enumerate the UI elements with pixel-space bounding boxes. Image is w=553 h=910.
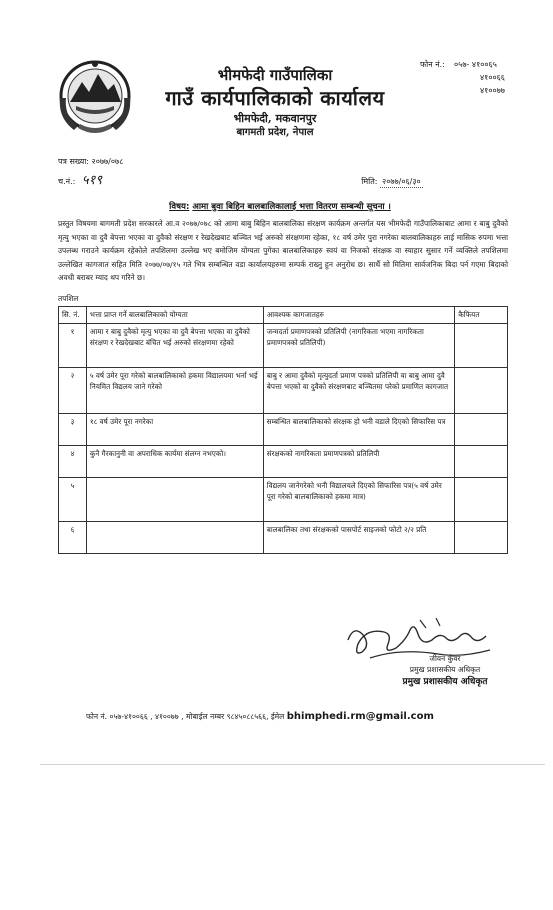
table-row <box>59 367 508 413</box>
dispatch-label: च.नं.: <box>58 177 76 186</box>
row-serial: २ <box>59 367 87 413</box>
signatory-stamp: प्रमुख प्रशासकीय अधिकृत <box>402 677 488 687</box>
row-remarks <box>455 477 508 521</box>
row-documents: विद्यलय जानेगरेको भनी विद्यालयले दिएको सिफारिस पत्र(५ वर्ष उमेर पूरा गरेको बालबालिकाको हकमा मात्र) <box>263 477 455 521</box>
row-serial: ३ <box>59 413 87 445</box>
row-documents: बाबु र आमा दुवैको मृत्युदर्ता प्रमाण पत्रको प्रतिलिपी वा बाबु आमा दुवै बेपत्ता भएको वा दुवैको संरक्षणबाट बञ्चितमा परेको प्रमाणित कागजात <box>263 367 455 413</box>
signature-block <box>380 653 510 689</box>
nepal-emblem-icon <box>56 58 134 138</box>
subject-label: विषय: <box>169 202 190 212</box>
row-documents: जन्मदर्ता प्रमाणपत्रको प्रतिलिपी (नागरिकता भएमा नागरिकता प्रमाणपत्रको प्रतिलिपी) <box>263 323 455 367</box>
row-remarks <box>455 445 508 477</box>
table-row <box>59 323 508 367</box>
signatory-name: जीवन कुँवर <box>429 654 461 663</box>
phone-number-2: ४१००६६ <box>480 73 505 82</box>
row-eligibility <box>86 477 263 521</box>
dispatch-number: ५१९ <box>81 173 103 188</box>
row-remarks <box>455 413 508 445</box>
subject-text: आमा बुवा बिहिन बालबालिकालाई भत्ता वितरण सम्बन्धी सूचना । <box>192 202 391 212</box>
row-remarks <box>455 521 508 553</box>
notice-body: प्रस्तुत विषयमा बागमती प्रदेश सरकारले आ.व २०७७/०७८ को आमा बाबु बिहिन बालबालिका संरक्षण कार्यक्रम अन्तर्गत यस भीमफेदी गाउँपालिकाबाट आमा र बाबु दुवैको मृत्यु भएका वा दुवै बेपत्ता भएका वा दुवैको संरक्षण र रेखदेखबाट बञ्चित भई अरुको संरक्षणमा रहेका, १८ वर्ष उमेर पुरा नगरेका बालबालिकाहरु लाई मासिक रुपमा भत्ता उपलब्ध गराउने कार्यक्रम रहेकोले तपशिलमा उल्लेख भए बमोजिम योग्यता पुगेका बालबालिकाहरु स्वयं वा निजको संरक्षक वा स्याहार सुसार गर्ने व्यक्तिले तपशिलमा उल्लेखित कागजात सहित मिति २०७७/०७/१५ गते भित्र सम्बन्धित वडा कार्यालयहरुमा सम्पर्क राख्नु हुन अनुरोध छ। सार्थै सो मितिमा सार्वजनिक बिदा पर्न गएमा बिदाको अवधी बराबर म्याद थप गरिने छ। <box>58 219 508 283</box>
row-eligibility: ५ वर्ष उमेर पूरा गरेको बालबालिकाको हकमा विद्यालयमा भर्ना भई नियमित विद्यलय जाने गरेको <box>86 367 263 413</box>
row-remarks <box>455 323 508 367</box>
dispatch-reference <box>58 170 102 188</box>
row-eligibility: १८ वर्ष उमेर पूरा नगरेका <box>86 413 263 445</box>
office-address: भीमफेदी, मकवानपुर <box>233 112 317 125</box>
signatory-title: प्रमुख प्रशासकीय अधिकृत <box>409 665 481 674</box>
row-documents: बालबालिका तथा संरक्षकको पासपोर्ट साइजको फोटो २/२ प्रति <box>263 521 455 553</box>
footer-divider <box>40 764 545 765</box>
header-remarks: कैफियत <box>455 307 508 324</box>
row-serial: १ <box>59 323 87 367</box>
row-eligibility: कुनै गैरकानुनी वा अपराधिक कार्यमा संलग्न नभएको। <box>86 445 263 477</box>
table-row <box>59 445 508 477</box>
schedule-label: तपशिल <box>58 294 79 303</box>
office-province: बागमती प्रदेश, नेपाल <box>236 127 314 138</box>
phone-label: फोन नं.: <box>420 60 445 69</box>
row-serial: ५ <box>59 477 87 521</box>
office-heading <box>150 66 400 140</box>
office-subtitle: गाउँ कार्यपालिकाको कार्यालय <box>165 86 385 110</box>
footer-contact-text: फोन नं. ०५७-४१००६६ , ४१००७७ , मोबाईल नम्बर ९८४५०८८५६६, ईमेल <box>86 712 285 721</box>
office-name: भीमफेदी गाउँपालिका <box>217 66 333 84</box>
fiscal-reference: पत्र सख्या: २०७७/०७८ <box>58 157 124 166</box>
date-value: २०७७/०६/३० <box>382 177 421 186</box>
row-serial: ६ <box>59 521 87 553</box>
row-serial: ४ <box>59 445 87 477</box>
header-serial: सि. नं. <box>59 307 87 324</box>
phone-number-1: ०५७- ४१००६५ <box>454 60 497 69</box>
row-documents: सम्बन्धित बालबालिकाको संरक्षक हो भनी वडाले दिएको सिफारिस पत्र <box>263 413 455 445</box>
table-row <box>59 413 508 445</box>
header-documents: आवश्यक कागजातहरु <box>263 307 455 324</box>
table-row <box>59 521 508 553</box>
row-eligibility: आमा र बाबु दुवैको मृत्यु भएका वा दुवै बेपत्ता भएका वा दुवैको संरक्षण र रेखदेखबाट बंचित भई अरुको संरक्षणमा रहेको <box>86 323 263 367</box>
footer-email[interactable]: bhimphedi.rm@gmail.com <box>286 711 434 722</box>
header-eligibility: भत्ता प्राप्त गर्ने बालबालिकाको योग्यता <box>86 307 263 324</box>
footer-contact <box>86 711 516 722</box>
row-documents: संरक्षकको नागरिकता प्रमाणपत्रको प्रतिलिपी <box>263 445 455 477</box>
requirements-table <box>58 306 508 554</box>
date-label: मिति: <box>361 177 378 186</box>
letter-date <box>344 176 440 188</box>
row-remarks <box>455 367 508 413</box>
subject-line <box>60 201 500 212</box>
table-header-row <box>59 307 508 324</box>
row-eligibility <box>86 521 263 553</box>
phone-number-3: ४१००७७ <box>480 86 505 95</box>
table-row <box>59 477 508 521</box>
